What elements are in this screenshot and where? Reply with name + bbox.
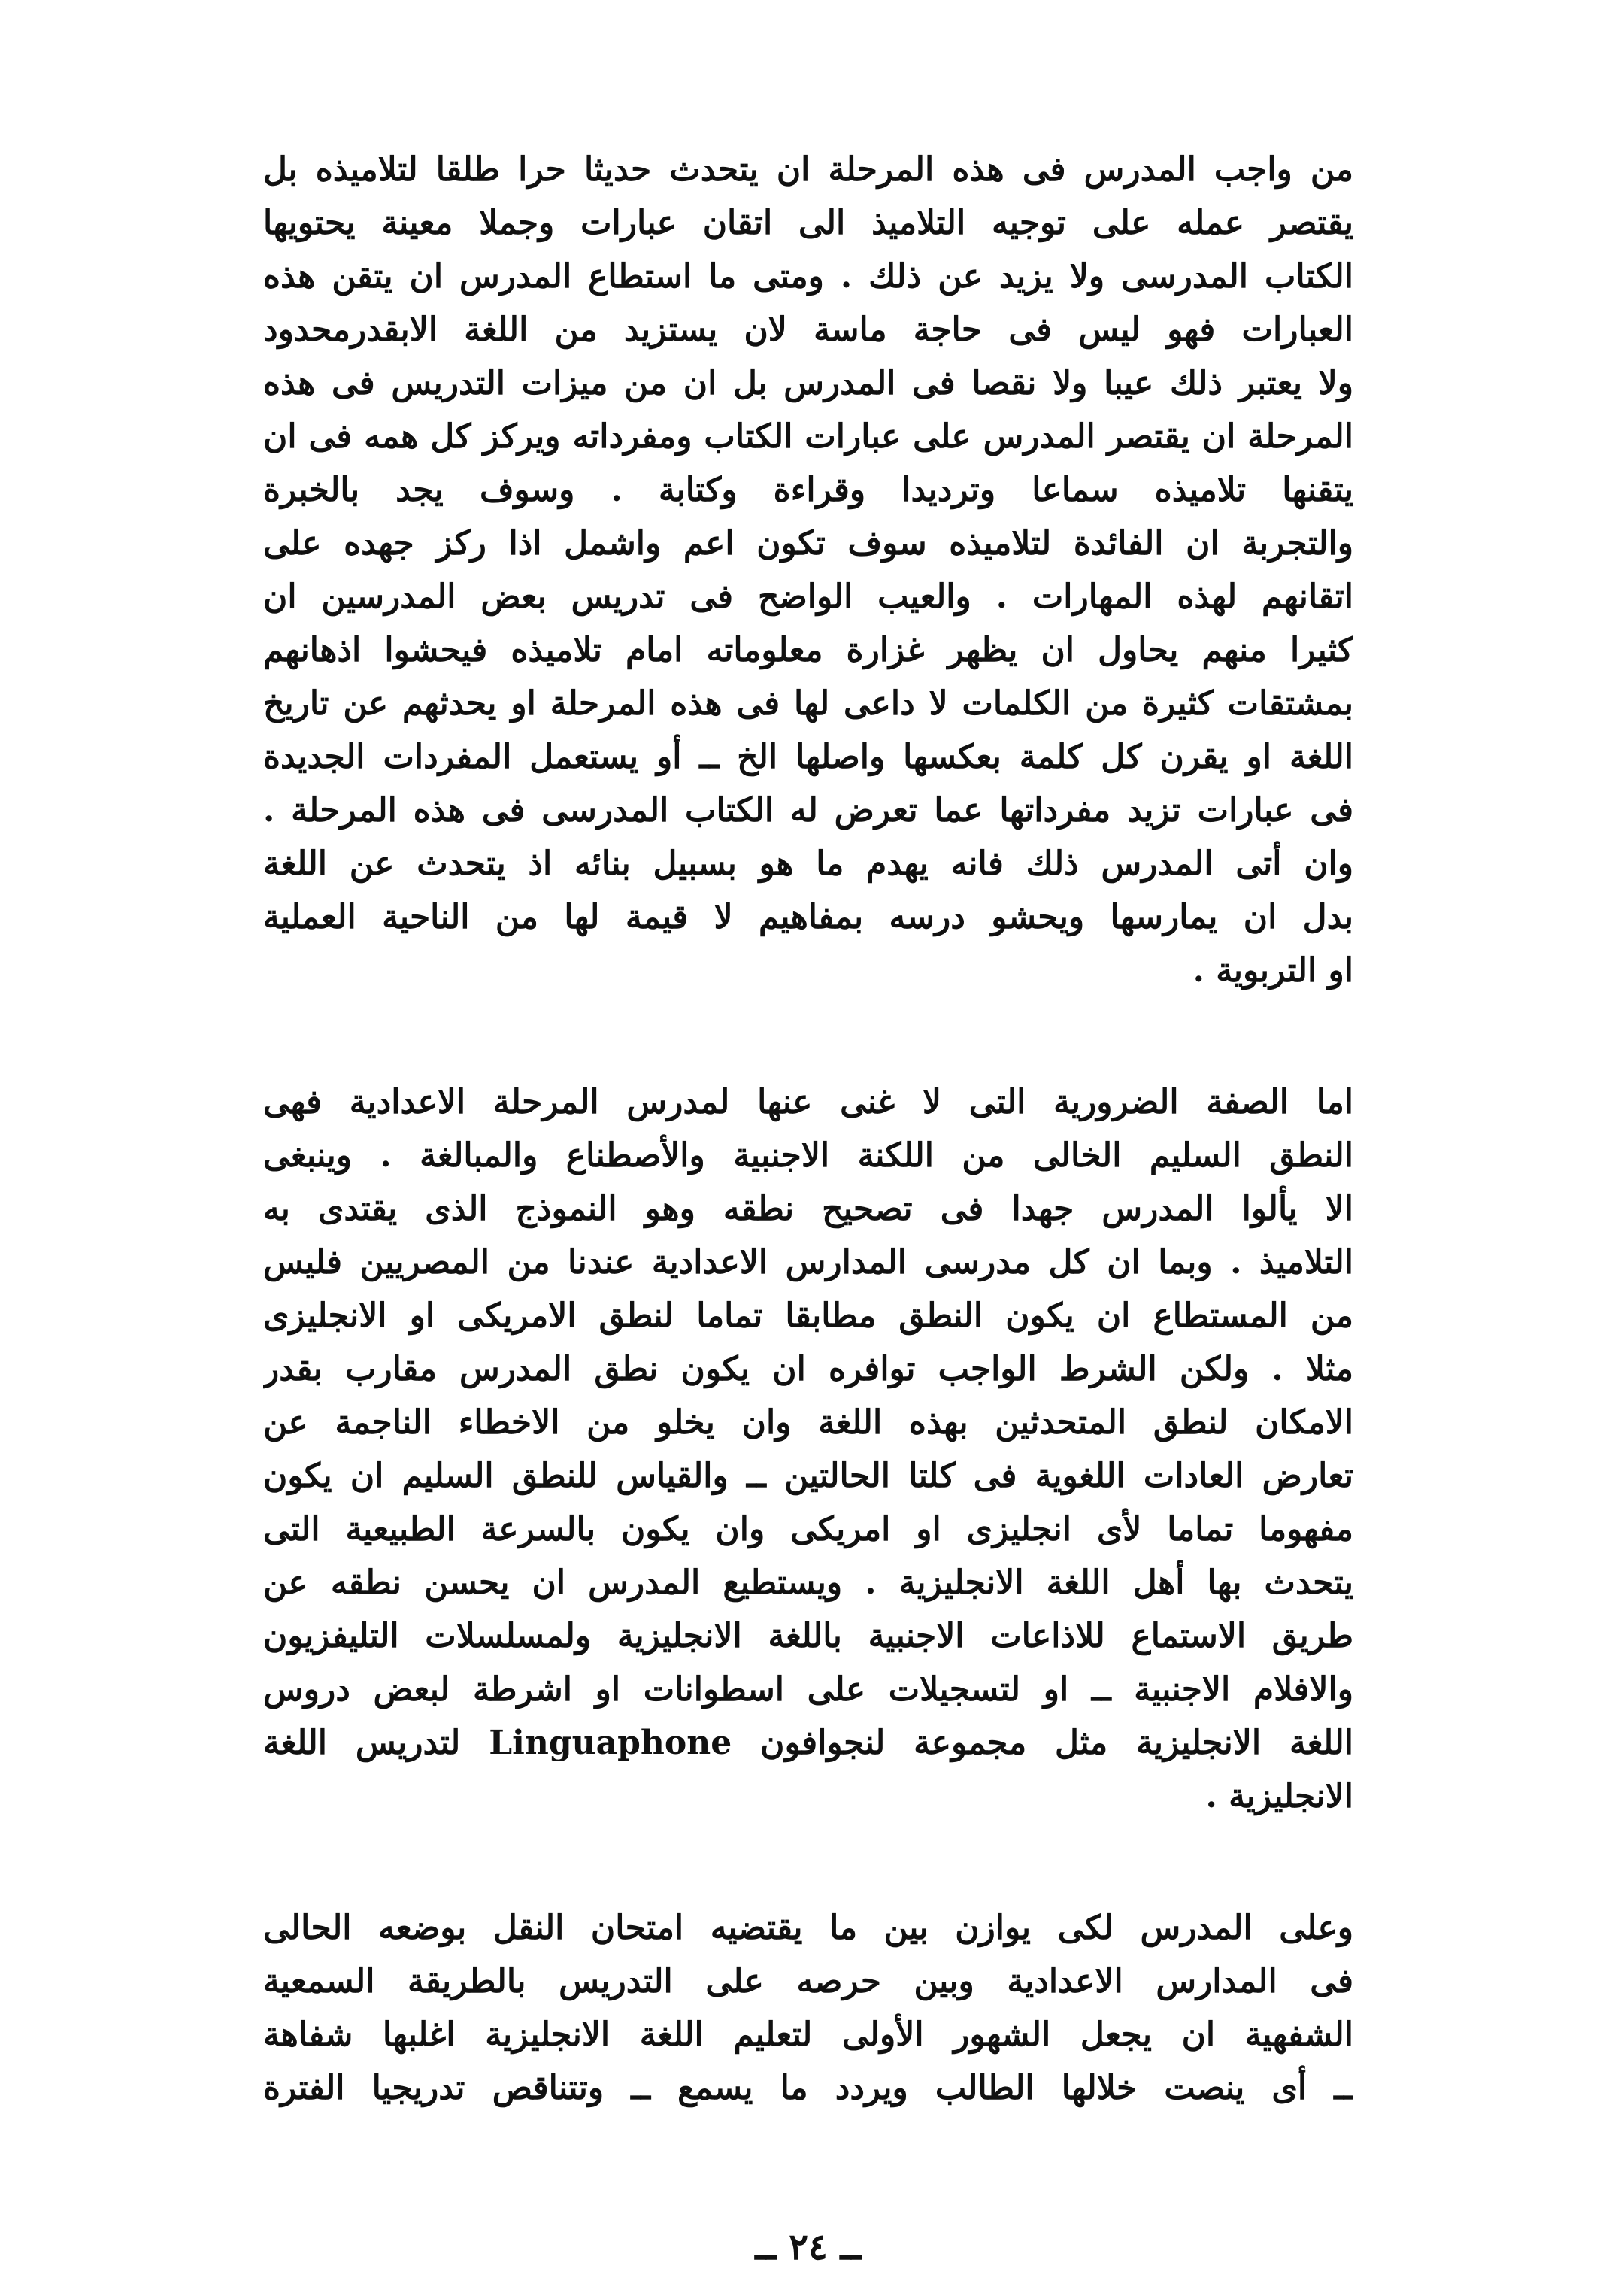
text-line: التلاميذ . وبما ان كل مدرسى المدارس الاعدادية عندنا من المصريين فليس	[263, 1243, 1353, 1281]
text-line: الكتاب المدرسى ولا يزيد عن ذلك . ومتى ما استطاع المدرس ان يتقن هذه	[263, 257, 1353, 296]
text-line: كثيرا منهم يحاول ان يظهر غزارة معلوماته امام تلاميذه فيحشوا اذهانهم	[263, 631, 1353, 669]
text-line: طريق الاستماع للاذاعات الاجنبية باللغة الانجليزية ولمسلسلات التليفزيون	[263, 1617, 1353, 1655]
text-line: تعارض العادات اللغوية فى كلتا الحالتين ــ والقياس للنطق السليم ان يكون	[263, 1457, 1353, 1495]
text-line: والافلام الاجنبية ــ او لتسجيلات على اسطوانات او اشرطة لبعض دروس	[263, 1670, 1353, 1709]
text-line: اللغة الانجليزية مثل مجموعة لنجوافون Linguaphone لتدريس اللغة	[263, 1724, 1353, 1762]
text-line: ولا يعتبر ذلك عيبا ولا نقصا فى المدرس بل ان من ميزات التدريس فى هذه	[263, 364, 1353, 402]
text-line: من المستطاع ان يكون النطق مطابقا تماما لنطق الامريكى او الانجليزى	[263, 1297, 1353, 1335]
text-line: بمشتقات كثيرة من الكلمات لا داعى لها فى هذه المرحلة او يحدثهم عن تاريخ	[263, 684, 1353, 723]
text-line: يتقنها تلاميذه سماعا وترديدا وقراءة وكتابة . وسوف يجد بالخبرة	[263, 471, 1353, 509]
text-line: والتجربة ان الفائدة لتلاميذه سوف تكون اعم واشمل اذا ركز جهده على	[263, 524, 1353, 563]
text-line: الشفهية ان يجعل الشهور الأولى لتعليم اللغة الانجليزية اغلبها شفاهة	[263, 2015, 1353, 2054]
text-line: يقتصر عمله على توجيه التلاميذ الى اتقان عبارات وجملا معينة يحتويها	[263, 204, 1353, 242]
paragraph-gap	[263, 1823, 1353, 1901]
text-line: النطق السليم الخالى من اللكنة الاجنبية والأصطناع والمبالغة . وينبغى	[263, 1136, 1353, 1175]
text-line: اللغة او يقرن كل كلمة بعكسها واصلها الخ ــ أو يستعمل المفردات الجديدة	[263, 738, 1353, 776]
text-line: اما الصفة الضرورية التى لا غنى عنها لمدرس المرحلة الاعدادية فهى	[263, 1083, 1353, 1121]
text-line: الا يألوا المدرس جهدا فى تصحيح نطقه وهو النموذج الذى يقتدى به	[263, 1190, 1353, 1228]
document-page	[263, 143, 1353, 2268]
text-line: العبارات فهو ليس فى حاجة ماسة لان يستزيد من اللغة الابقدرمحدود	[263, 311, 1353, 349]
text-line: مفهوما تماما لأى انجليزى او امريكى وان يكون بالسرعة الطبيعية التى	[263, 1510, 1353, 1548]
text-line: يتحدث بها أهل اللغة الانجليزية . ويستطيع المدرس ان يحسن نطقه عن	[263, 1564, 1353, 1602]
text-line: وان أتى المدرس ذلك فانه يهدم ما هو بسبيل بنائه اذ يتحدث عن اللغة	[263, 845, 1353, 883]
page-number: ــ ٢٤ ــ	[755, 2226, 862, 2268]
text-line: الانجليزية .	[1205, 1777, 1353, 1815]
text-line: بدل ان يمارسها ويحشو درسه بمفاهيم لا قيمة لها من الناحية العملية	[263, 898, 1353, 936]
text-line: ــ أى ينصت خلالها الطالب ويردد ما يسمع ــ وتتناقص تدريجيا الفترة	[263, 2069, 1353, 2107]
text-line: فى عبارات تزيد مفرداتها عما تعرض له الكتاب المدرسى فى هذه المرحلة .	[263, 791, 1353, 830]
text-line: اتقانهم لهذه المهارات . والعيب الواضح فى تدريس بعض المدرسين ان	[263, 578, 1353, 616]
text-line: الامكان لنطق المتحدثين بهذه اللغة وان يخلو من الاخطاء الناجمة عن	[263, 1403, 1353, 1442]
text-line: وعلى المدرس لكى يوازن بين ما يقتضيه امتحان النقل بوضعه الحالى	[263, 1909, 1353, 1947]
paragraph-1	[263, 143, 1353, 997]
text-line: فى المدارس الاعدادية وبين حرصه على التدريس بالطريقة السمعية	[263, 1962, 1353, 2000]
text-line: مثلا . ولكن الشرط الواجب توافره ان يكون نطق المدرس مقارب بقدر	[263, 1350, 1353, 1388]
paragraph-gap	[263, 997, 1353, 1075]
paragraph-3	[263, 1901, 1353, 2115]
paragraph-2	[263, 1075, 1353, 1823]
text-line: او التربوية .	[1192, 951, 1353, 990]
text-line: المرحلة ان يقتصر المدرس على عبارات الكتاب ومفرداته ويركز كل همه فى ان	[263, 417, 1353, 456]
text-line: من واجب المدرس فى هذه المرحلة ان يتحدث حديثا حرا طلقا لتلاميذه بل	[263, 150, 1353, 189]
